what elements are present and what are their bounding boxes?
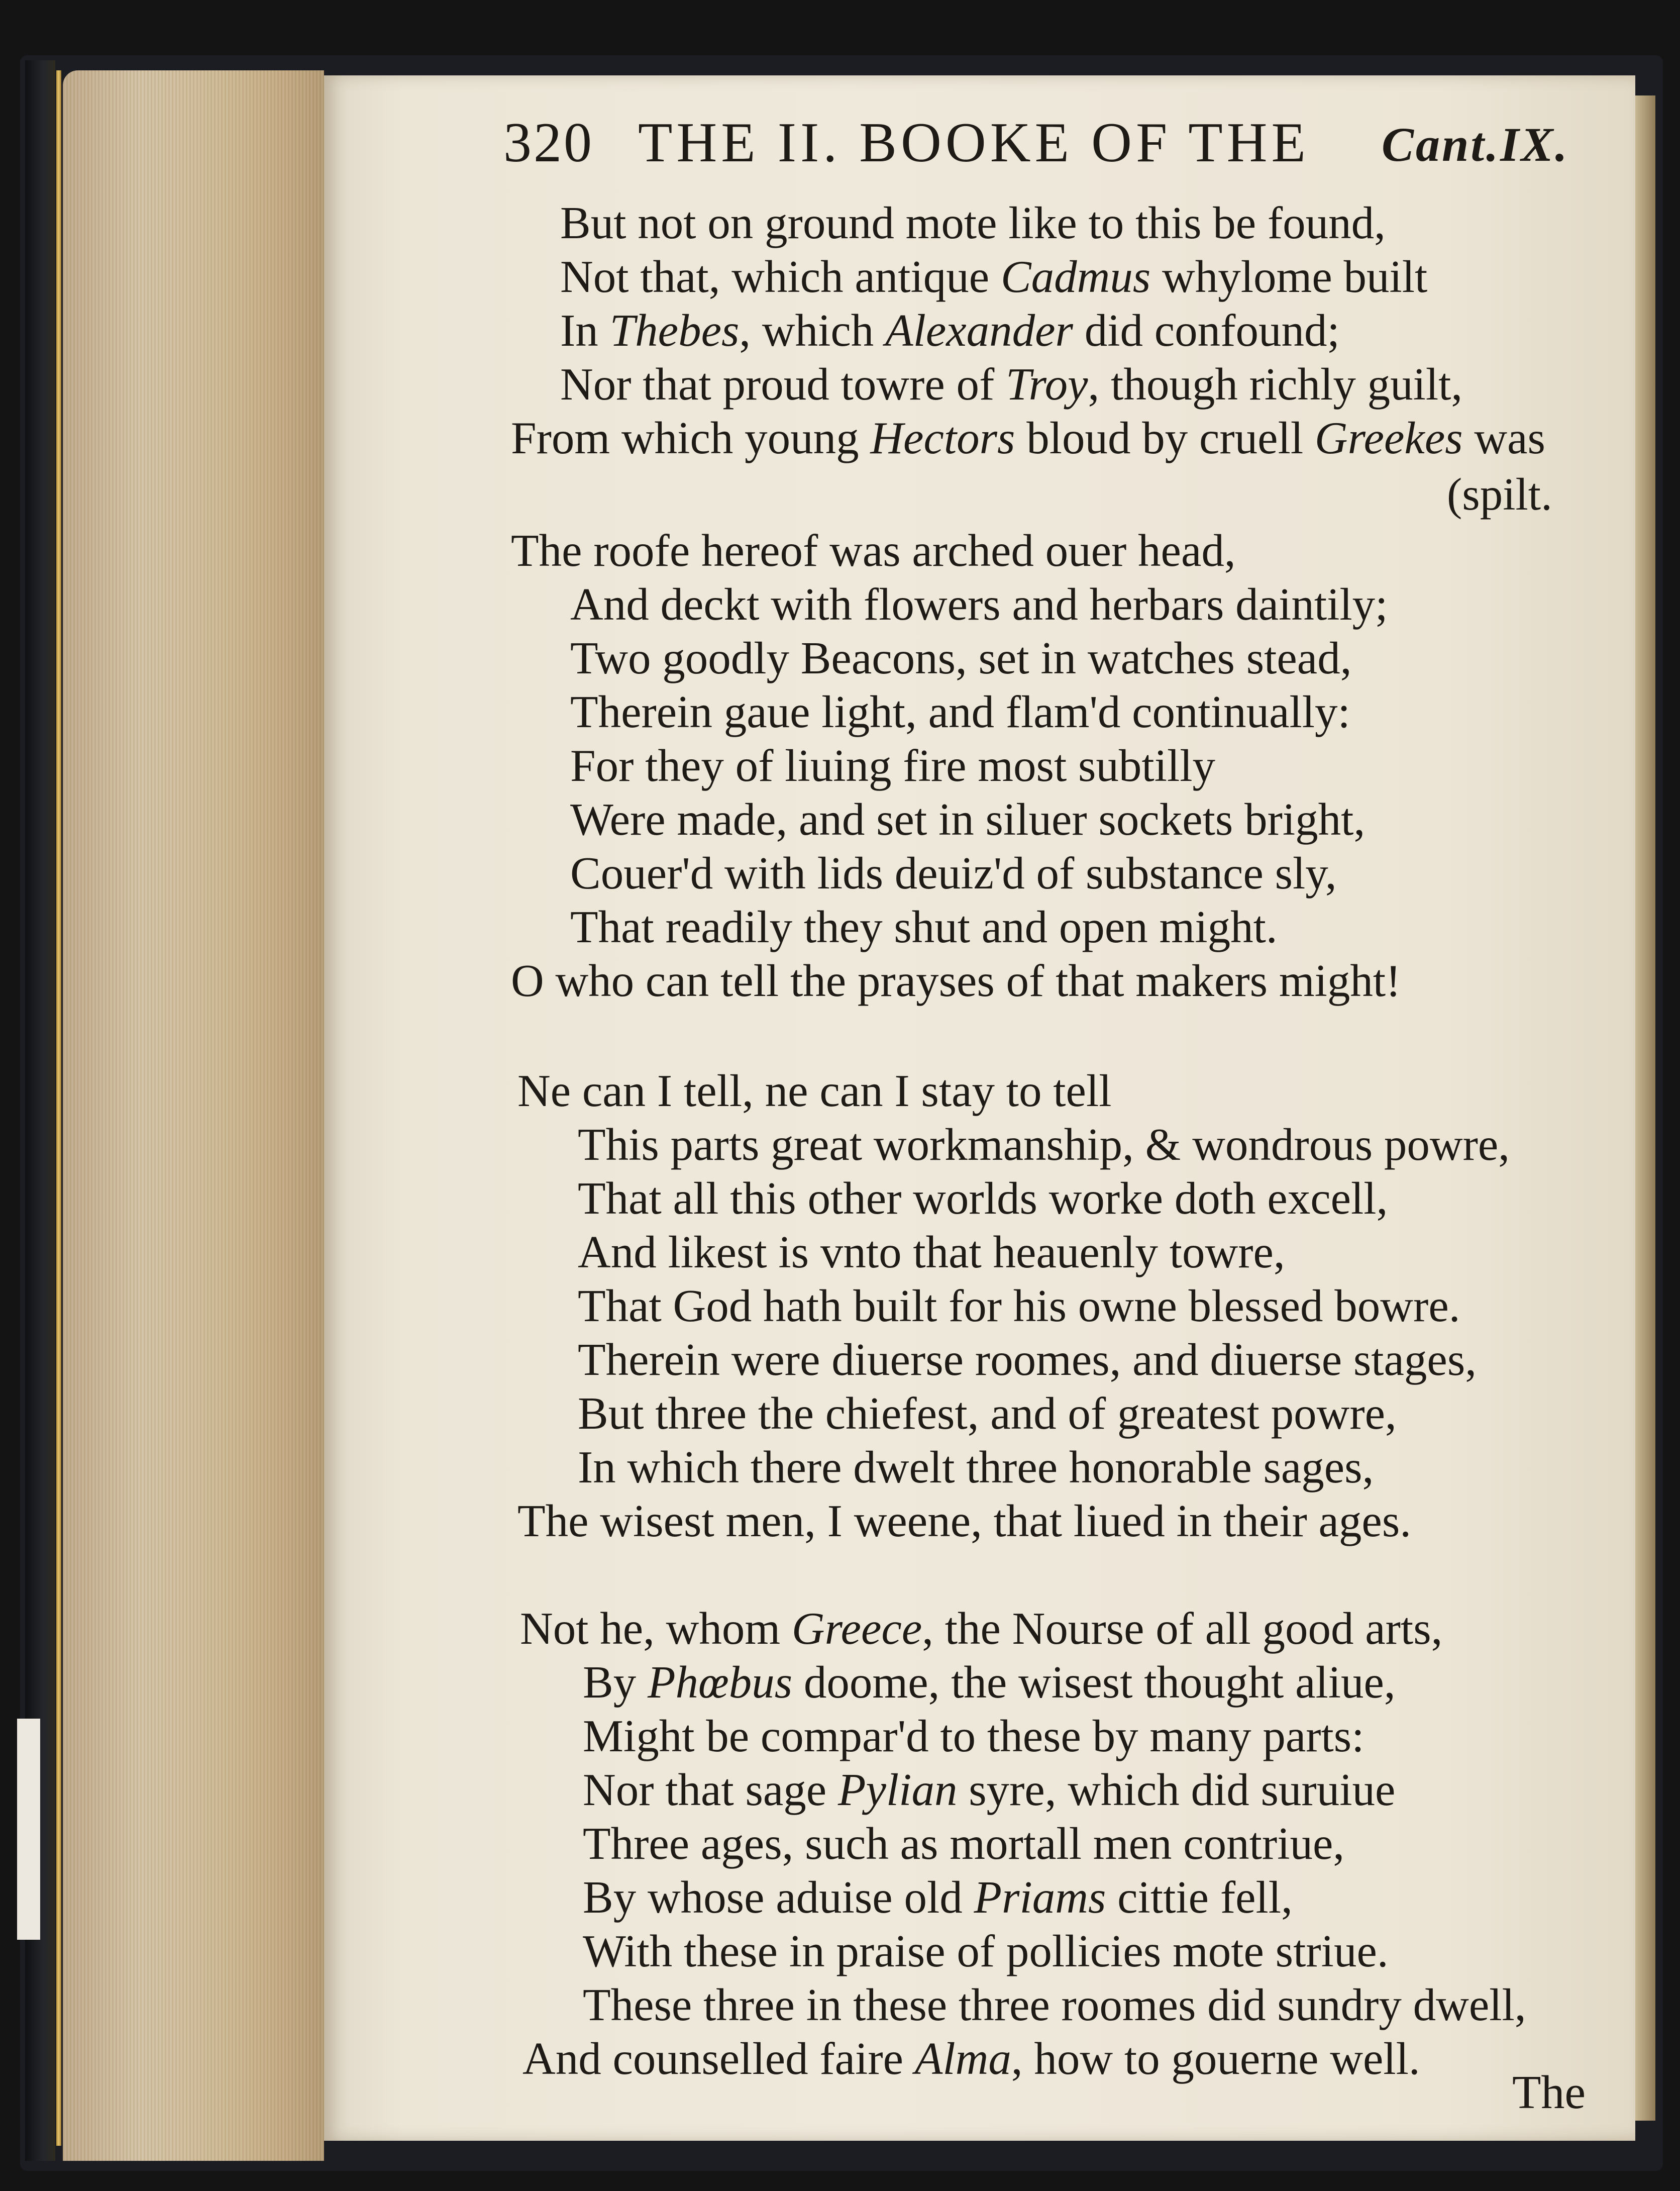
verse-line: Not he, whom Greece, the Nourse of all good arts,	[520, 1603, 1443, 1654]
verse-line: And likest is vnto that heauenly towre,	[578, 1227, 1285, 1277]
verse-line: For they of liuing fire most subtilly	[570, 740, 1216, 791]
bookmark-tab	[17, 1719, 40, 1940]
book-page	[324, 75, 1635, 2141]
verse-line: But three the chiefest, and of greatest powre,	[578, 1388, 1397, 1439]
verse-line: The wisest men, I weene, that liued in their ages.	[517, 1496, 1411, 1546]
verse-line: Ne can I tell, ne can I stay to tell	[517, 1065, 1112, 1116]
verse-line: Nor that proud towre of Troy, though richly guilt,	[560, 359, 1463, 410]
verse-line: But not on ground mote like to this be found,	[560, 197, 1386, 248]
verse-line: And deckt with flowers and herbars daintily;	[570, 579, 1388, 630]
verse-line: Were made, and set in siluer sockets bright,	[570, 794, 1366, 845]
verse-line: By Phœbus doome, the wisest thought aliue,	[583, 1657, 1396, 1708]
verse-line: Three ages, such as mortall men contriue,	[583, 1818, 1345, 1869]
verse-line-turnover: (spilt.	[1447, 469, 1552, 520]
page-number: 320	[503, 112, 594, 174]
verse-line: O who can tell the prayses of that makers might!	[511, 955, 1401, 1006]
verse-line: That all this other worlds worke doth excell,	[578, 1173, 1388, 1224]
verse-line: Not that, which antique Cadmus whylome built	[560, 251, 1428, 302]
verse-line: That readily they shut and open might.	[570, 902, 1278, 952]
verse-line: Couer'd with lids deuiz'd of substance sly,	[570, 848, 1337, 899]
canto-label: Cant.IX.	[1382, 118, 1569, 171]
verse-line: Nor that sage Pylian syre, which did suruiue	[583, 1764, 1396, 1815]
verse-line: These three in these three roomes did sundry dwell,	[583, 1979, 1526, 2030]
verse-line: Therein gaue light, and flam'd continually:	[570, 686, 1350, 737]
verse-line: That God hath built for his owne blessed bowre.	[578, 1280, 1460, 1331]
catchword: The	[1512, 2066, 1586, 2119]
verse-line: The roofe hereof was arched ouer head,	[511, 525, 1236, 576]
verse-line: And counselled faire Alma, how to gouerne well.	[522, 2033, 1420, 2084]
page-text	[324, 75, 1635, 2141]
verse-line: This parts great workmanship, & wondrous powre,	[578, 1119, 1510, 1170]
verse-line: With these in praise of pollicies mote striue.	[583, 1926, 1389, 1976]
verse-line: Might be compar'd to these by many parts:	[583, 1711, 1364, 1761]
page-right-edge	[1635, 95, 1655, 2121]
gilt-spine-line	[56, 70, 61, 2146]
running-title: THE II. BOOKE OF THE	[638, 112, 1310, 174]
verse-line: In Thebes, which Alexander did confound;	[560, 305, 1340, 356]
verse-line: From which young Hectors bloud by cruell Greekes was	[511, 413, 1545, 463]
verse-line: By whose aduise old Priams cittie fell,	[583, 1872, 1293, 1923]
page-block-edge	[63, 70, 324, 2161]
verse-line: Therein were diuerse roomes, and diuerse stages,	[578, 1334, 1477, 1385]
verse-line: Two goodly Beacons, set in watches stead,	[570, 633, 1352, 683]
verse-line: In which there dwelt three honorable sages,	[578, 1442, 1374, 1492]
